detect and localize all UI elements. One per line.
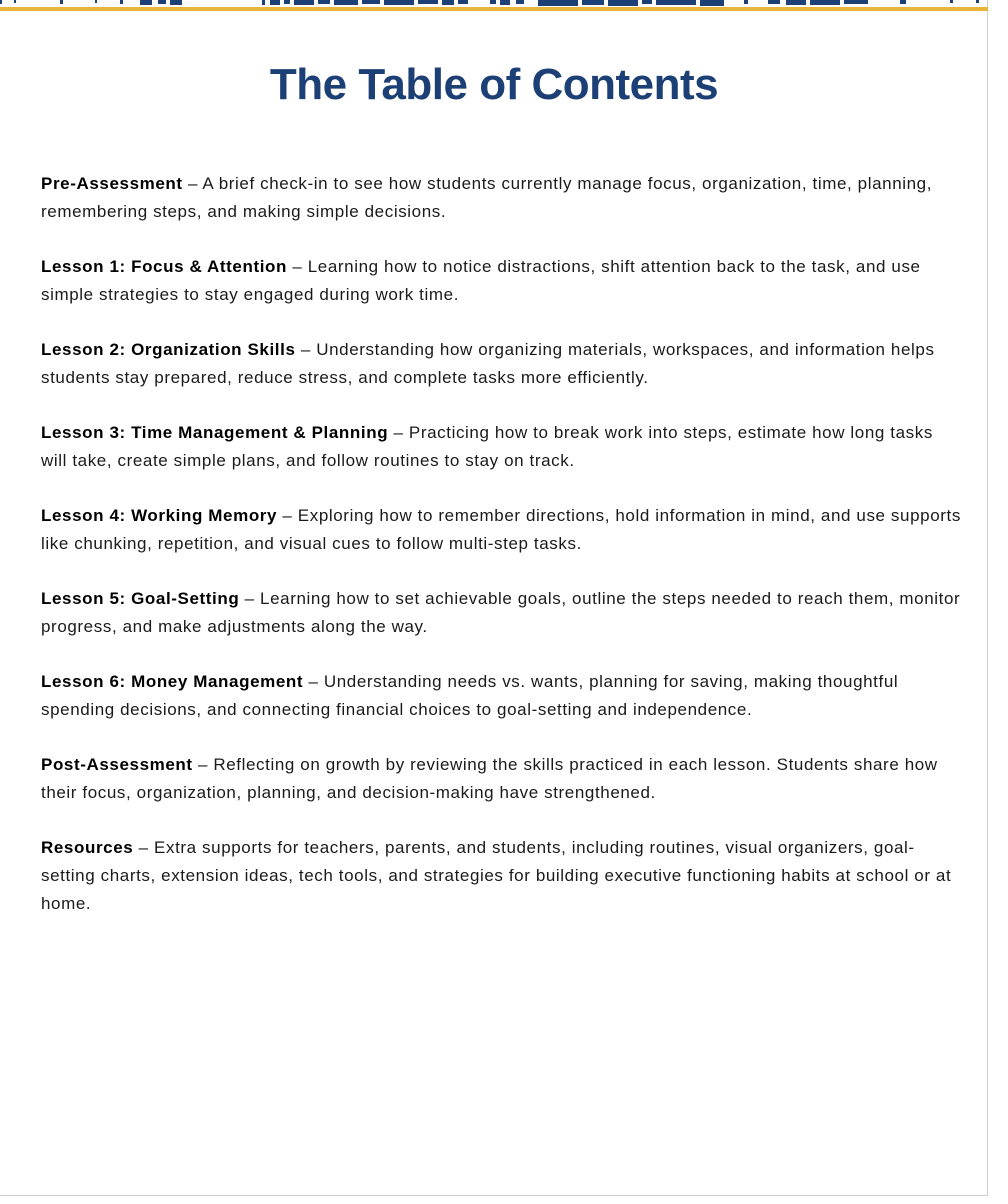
toc-entry-label: Pre-Assessment	[41, 174, 183, 193]
toc-entry-resources	[41, 834, 961, 918]
toc-entry-description: Understanding how organizing materials, workspaces, and information helps students stay prepared, reduce stress, and complete tasks more efficiently.	[41, 340, 935, 387]
toc-entry-separator: –	[303, 672, 324, 691]
toc-entry-description: Exploring how to remember directions, hold information in mind, and use supports like chunking, repetition, and visual cues to follow multi-step tasks.	[41, 506, 961, 553]
border-art	[0, 0, 988, 12]
toc-entry-separator: –	[192, 755, 214, 774]
toc-entry-lesson-6	[41, 668, 961, 724]
toc-entry-separator: –	[388, 423, 409, 442]
toc-entry-separator: –	[239, 589, 261, 608]
toc-entry-separator: –	[295, 340, 317, 359]
toc-entry-label: Lesson 3: Time Management & Planning	[41, 423, 389, 442]
toc-entry-pre-assessment	[41, 170, 961, 226]
toc-entry-label: Lesson 6: Money Management	[41, 672, 304, 691]
decorative-top-border	[0, 0, 988, 12]
toc-entry-separator: –	[133, 838, 155, 857]
toc-entry-description: Extra supports for teachers, parents, and students, including routines, visual organizers, goal-setting charts, extension ideas, tech tools, and strategies for building executive functioning habits at school or at home.	[41, 838, 952, 913]
toc-entry-separator: –	[277, 506, 298, 525]
toc-entry-lesson-4	[41, 502, 961, 558]
toc-entry-separator: –	[182, 174, 203, 193]
toc-entry-label: Lesson 2: Organization Skills	[41, 340, 296, 359]
toc-entry-label: Lesson 1: Focus & Attention	[41, 257, 288, 276]
gold-rule	[0, 7, 988, 11]
toc-entry-lesson-2	[41, 336, 961, 392]
toc-entry-post-assessment	[41, 751, 961, 807]
toc-entry-label: Post-Assessment	[41, 755, 193, 774]
toc-entry-description: Learning how to notice distractions, shift attention back to the task, and use simple strategies to stay engaged during work time.	[41, 257, 921, 304]
toc-entry-lesson-5	[41, 585, 961, 641]
toc-entry-label: Resources	[41, 838, 134, 857]
toc-entry-description: Understanding needs vs. wants, planning for saving, making thoughtful spending decisions, and connecting financial choices to goal-setting and independence.	[41, 672, 899, 719]
toc-entry-lesson-3	[41, 419, 961, 475]
toc-entry-label: Lesson 5: Goal-Setting	[41, 589, 240, 608]
toc-entry-separator: –	[287, 257, 308, 276]
toc-list	[41, 170, 961, 945]
toc-entry-description: Reflecting on growth by reviewing the skills practiced in each lesson. Students share how their focus, organization, planning, and decision-making have strengthened.	[41, 755, 938, 802]
toc-entry-description: Learning how to set achievable goals, outline the steps needed to reach them, monitor progress, and make adjustments along the way.	[41, 589, 961, 636]
page-title: The Table of Contents	[269, 60, 719, 109]
toc-entry-description: Practicing how to break work into steps, estimate how long tasks will take, create simple plans, and follow routines to stay on track.	[41, 423, 933, 470]
toc-entry-label: Lesson 4: Working Memory	[41, 506, 278, 525]
toc-entry-lesson-1	[41, 253, 961, 309]
toc-entry-description: A brief check-in to see how students currently manage focus, organization, time, planning, remembering steps, and making simple decisions.	[41, 174, 933, 221]
